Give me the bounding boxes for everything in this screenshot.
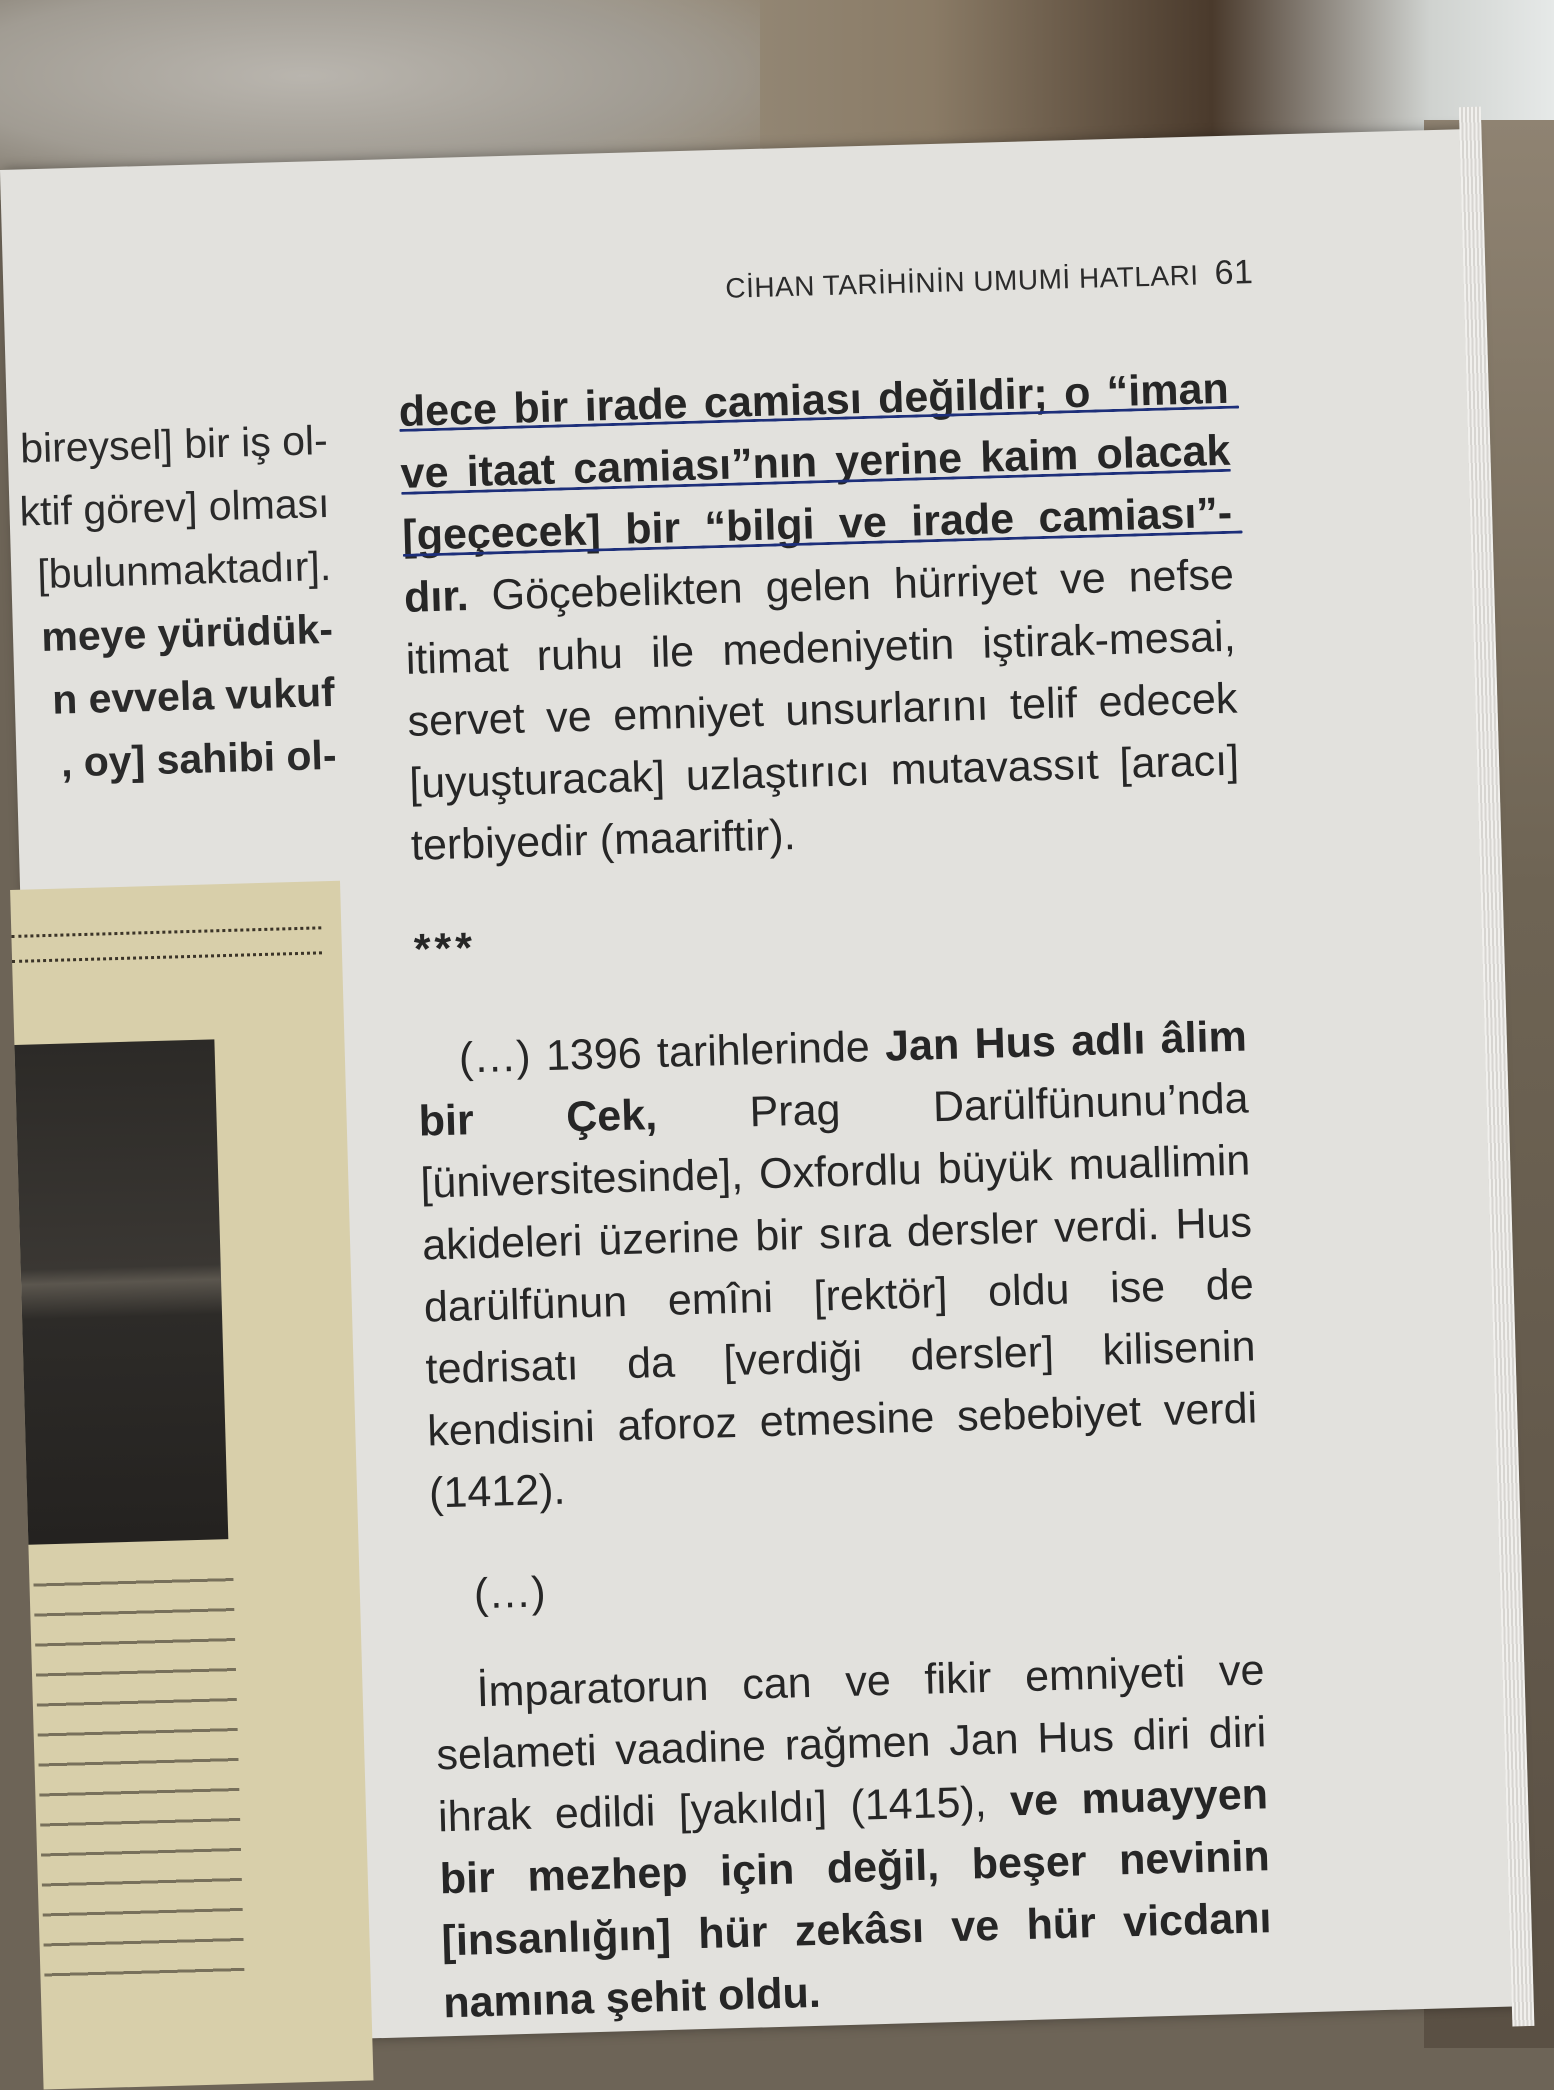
left-line: , oy] sahibi ol- xyxy=(60,731,338,786)
paragraph-3 xyxy=(434,1639,1274,2034)
paragraph-2-rest: Prag Darülfünunu’nda [üniversitesinde], Oxfordlu büyük muallimin akideleri üzerine bir sıra dersler verdi. Hus darülfünun emîni [rektör] oldu ise de tedrisatı da [verdiği dersler] kilisenin kendisini aforoz etmesine sebebiyet verdi (1412). xyxy=(419,1074,1258,1518)
paragraph-1 xyxy=(398,358,1242,877)
inset-photo xyxy=(14,1039,228,1544)
paragraph-2-name: Jan Hus adlı âlim bir Çek, xyxy=(418,1012,1248,1146)
section-separator: *** xyxy=(413,924,477,974)
left-line: [bulunmaktadır]. xyxy=(36,542,332,598)
left-line: n evvela vukuf xyxy=(51,668,336,723)
book-page xyxy=(0,129,1522,2047)
paragraph-3-bold: ve muayyen bir mezhep için değil, beşer nevinin [insanlığın] hür zekâsı ve hür vicdanı namına şehit oldu. xyxy=(439,1770,1272,2028)
inset-rule xyxy=(12,951,322,963)
page-number: 61 xyxy=(1213,253,1254,293)
left-column-fragment xyxy=(0,409,337,797)
paragraph-2-lead: (…) 1396 tarihlerinde xyxy=(458,1022,886,1083)
running-head-title: CİHAN TARİHİNİN UMUMİ HATLARI xyxy=(724,259,1200,304)
left-line: bireysel] bir iş ol- xyxy=(19,416,329,472)
ellipsis: (…) xyxy=(473,1568,547,1619)
inset-rule xyxy=(11,926,321,938)
paragraph-1-regular: Göçebelikten gelen hürriyet ve nefse itimat ruhu ile medeniyetin iştirak-mesai, servet ve emniyet unsurlarını telif edecek [uyuşturacak] uzlaştırıcı mutavassıt [aracı] terbiyedir (maariftir). xyxy=(405,550,1240,870)
paragraph-2 xyxy=(416,1006,1260,1525)
paragraph-3-regular: İmparatorun can ve fikir emniyeti ve selameti vaadine rağmen Jan Hus diri diri ihrak edildi [yakıldı] (1415), xyxy=(435,1646,1267,1842)
left-line: ktif görev] olması xyxy=(19,479,331,535)
inset-ottoman-script xyxy=(33,1564,245,1989)
running-head xyxy=(653,253,1254,309)
inset-newspaper-image xyxy=(10,881,373,2090)
left-line: meye yürüdük- xyxy=(40,605,334,661)
paragraph-1-bold: dece bir irade camiası değildir; o “iman ve itaat camiası”nın yerine kaim olacak [geçecek] bir “bilgi ve irade camiası”-dır. xyxy=(398,364,1233,622)
main-column xyxy=(398,358,1274,2035)
